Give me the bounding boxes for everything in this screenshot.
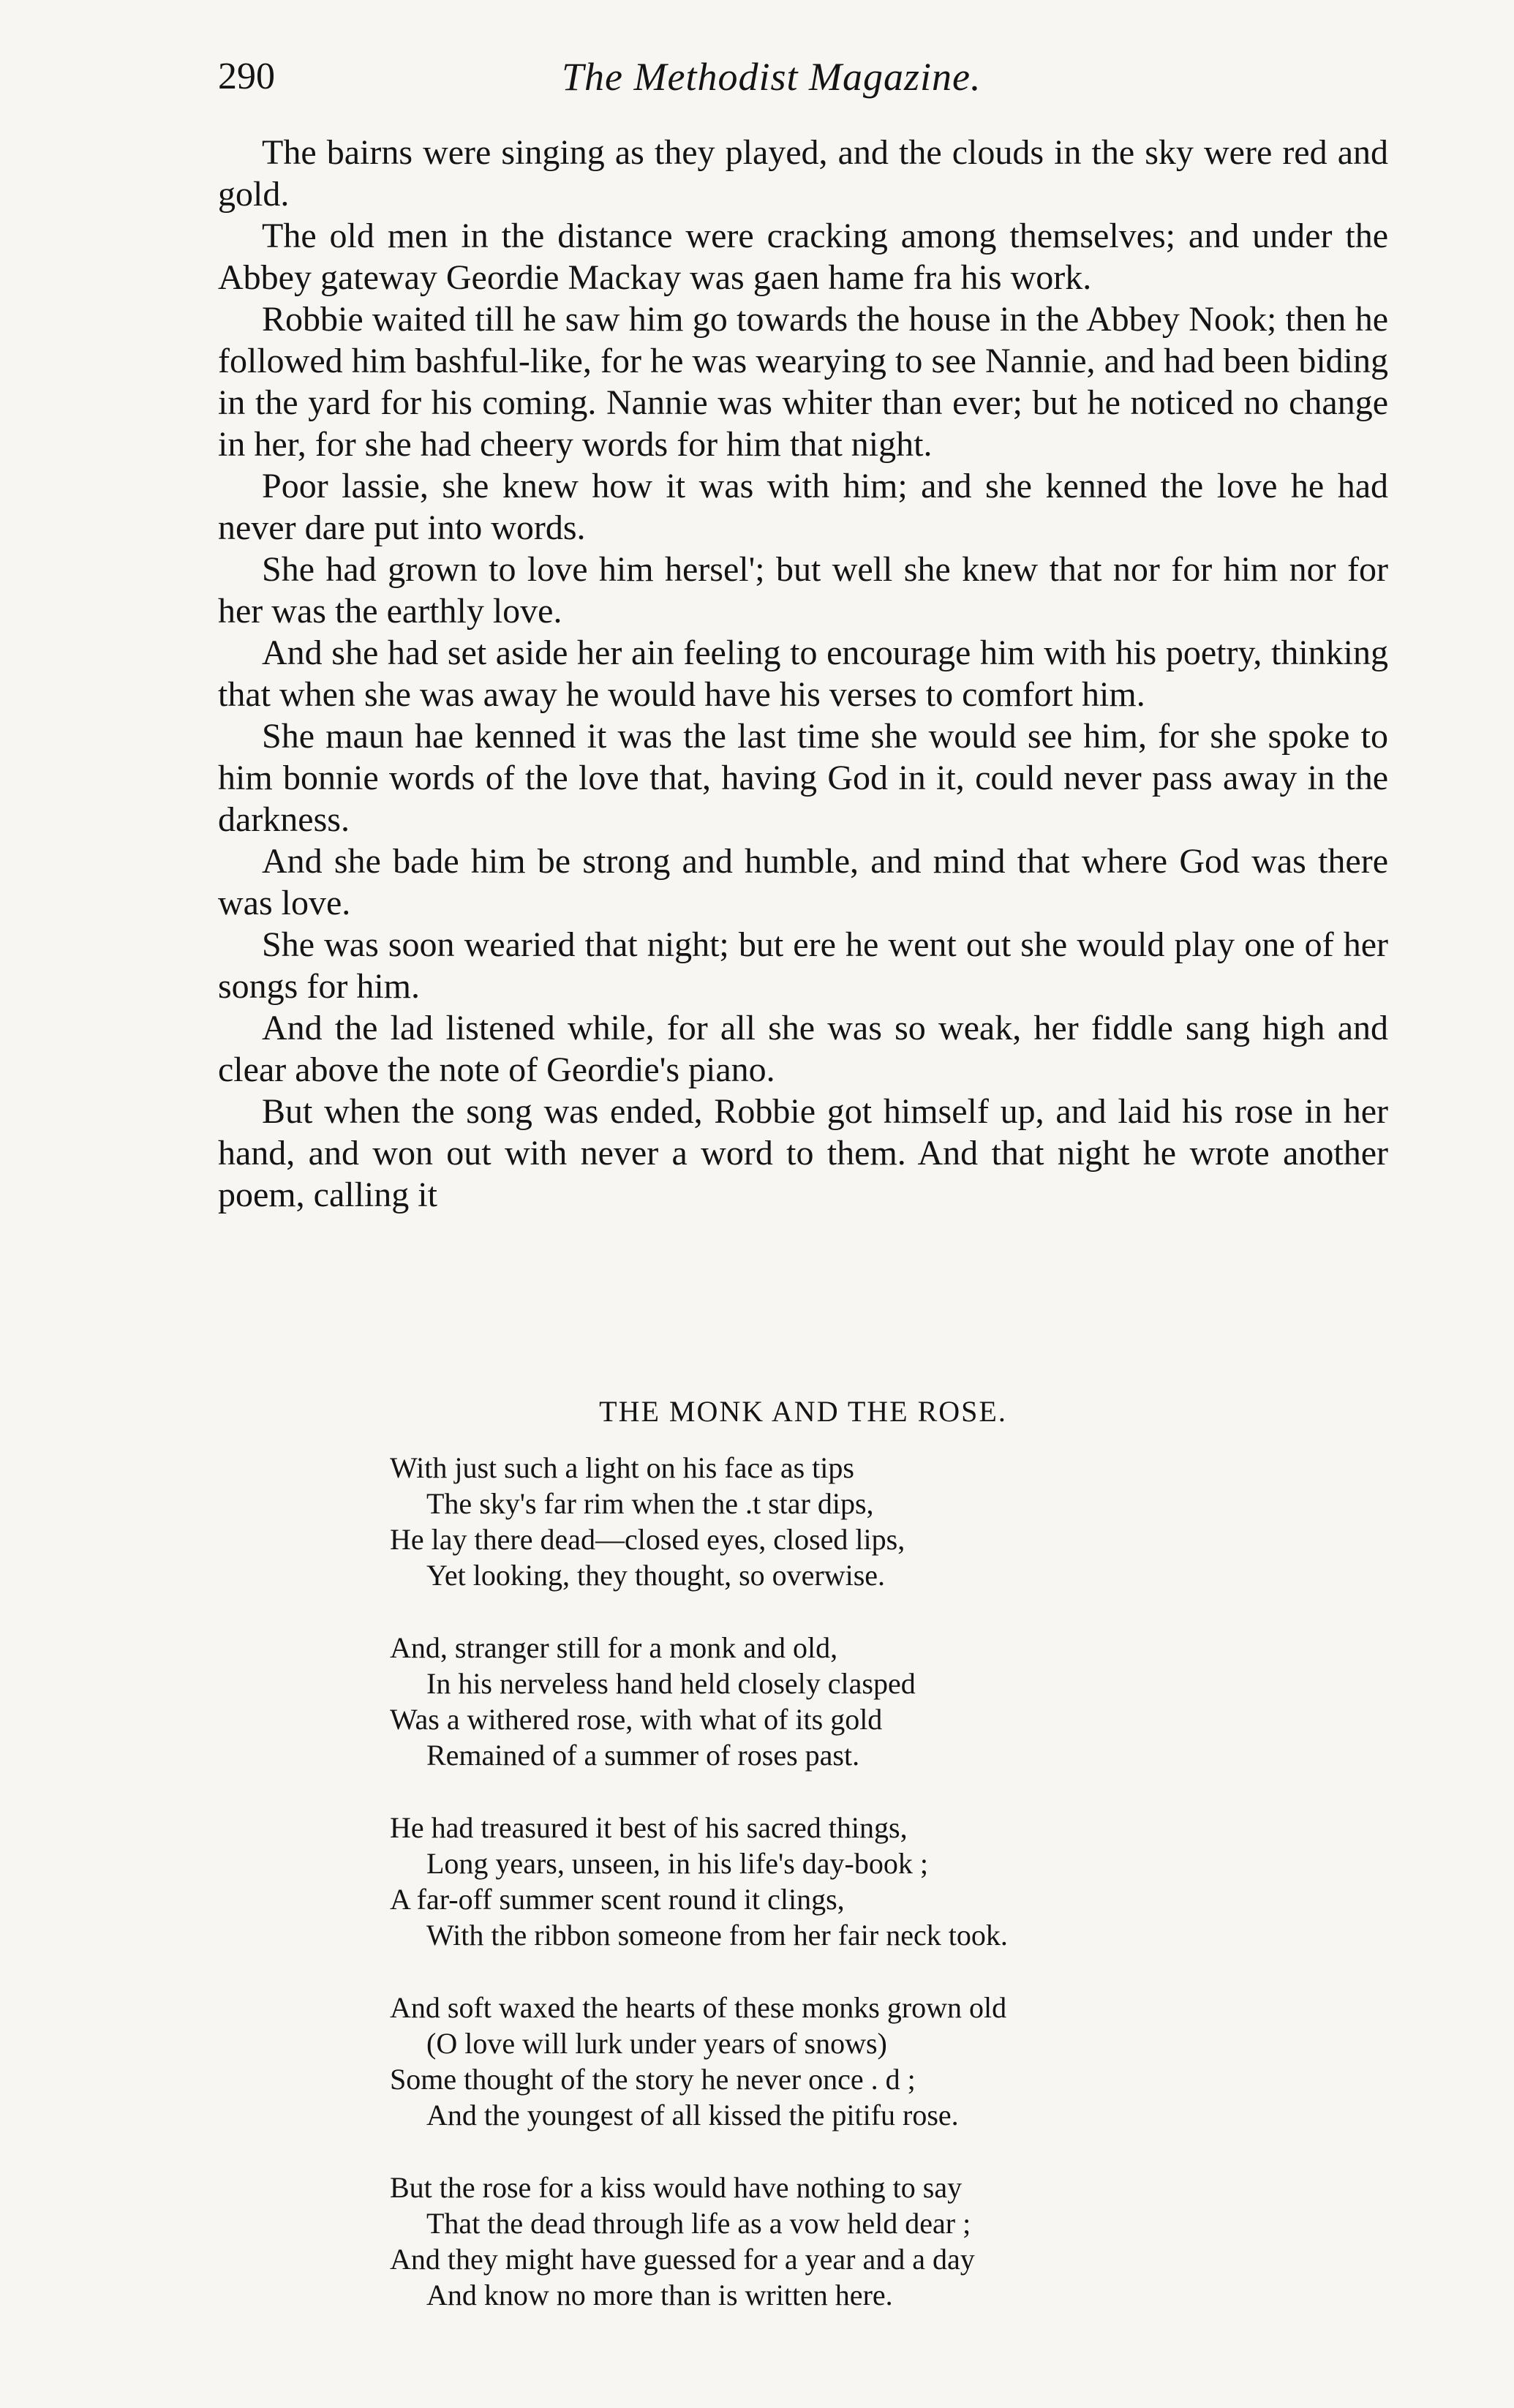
paragraph: And she bade him be strong and humble, and mind that where God was there was love. [218, 842, 1388, 922]
poem-line: And know no more than is written here. [426, 2279, 893, 2311]
poem-line: And soft waxed the hearts of these monks grown old [390, 1991, 1007, 2024]
stanza [390, 1810, 1341, 1953]
poem-line: Remained of a summer of roses past. [426, 1739, 860, 1772]
poem-line: He lay there dead—closed eyes, closed lips, [390, 1523, 905, 1556]
stanza [390, 1450, 1341, 1593]
paragraph: Robbie waited till he saw him go towards the house in the Abbey Nook; then he followed him bashful-like, for he was wearying to see Nannie, and had been biding in the yard for his coming. Nannie was whiter than ever; but he noticed no change in her, for she had cheery words for him that night. [218, 300, 1388, 464]
stanza [390, 2170, 1341, 2313]
poem [390, 1450, 1341, 2349]
paragraph: She was soon wearied that night; but ere he went out she would play one of her songs for him. [218, 925, 1388, 1006]
paragraph: She maun hae kenned it was the last time she would see him, for she spoke to him bonnie words of the love that, having God in it, could never pass away in the darkness. [218, 717, 1388, 839]
poem-line: Some thought of the story he never once . d ; [390, 2063, 916, 2096]
poem-line: Long years, unseen, in his life's day-book ; [426, 1847, 928, 1880]
poem-line: Yet looking, they thought, so overwise. [426, 1559, 886, 1592]
page-header [218, 44, 1403, 110]
running-title: The Methodist Magazine. [562, 55, 982, 99]
paragraph: The old men in the distance were cracking among themselves; and under the Abbey gateway Geordie Mackay was gaen hame fra his work. [218, 217, 1388, 297]
poem-line: (O love will lurk under years of snows) [426, 2027, 887, 2060]
poem-line: And, stranger still for a monk and old, [390, 1631, 838, 1664]
poem-line: Was a withered rose, with what of its gold [390, 1703, 883, 1736]
paragraph: Poor lassie, she knew how it was with him; and she kenned the love he had never dare put into words. [218, 467, 1388, 547]
poem-line: And they might have guessed for a year and a day [390, 2243, 975, 2276]
poem-line: With the ribbon someone from her fair neck took. [426, 1919, 1008, 1952]
poem-line: In his nerveless hand held closely clasped [426, 1667, 916, 1700]
page-number: 290 [218, 56, 275, 97]
poem-line: With just such a light on his face as tips [390, 1451, 854, 1484]
paragraph: She had grown to love him hersel'; but well she knew that nor for him nor for her was the earthly love. [218, 550, 1388, 631]
poem-line: A far-off summer scent round it clings, [390, 1883, 845, 1916]
poem-line: But the rose for a kiss would have nothing to say [390, 2171, 963, 2204]
poem-line: The sky's far rim when the .t star dips, [426, 1487, 874, 1520]
stanza [390, 1630, 1341, 1773]
paragraph: The bairns were singing as they played, and the clouds in the sky were red and gold. [218, 133, 1388, 214]
poem-line: That the dead through life as a vow held dear ; [426, 2207, 971, 2240]
paragraph: And she had set aside her ain feeling to encourage him with his poetry, thinking that when she was away he would have his verses to comfort him. [218, 633, 1388, 714]
stanza [390, 1990, 1341, 2133]
poem-line: And the youngest of all kissed the pitifu rose. [426, 2099, 959, 2132]
prose-body [218, 132, 1388, 1216]
poem-line: He had treasured it best of his sacred things, [390, 1811, 908, 1844]
paragraph: And the lad listened while, for all she was so weak, her fiddle sang high and clear above the note of Geordie's piano. [218, 1009, 1388, 1089]
poem-title: THE MONK AND THE ROSE. [599, 1395, 1007, 1428]
paragraph: But when the song was ended, Robbie got himself up, and laid his rose in her hand, and won out with never a word to them. And that night he wrote another poem, calling it [218, 1092, 1388, 1214]
